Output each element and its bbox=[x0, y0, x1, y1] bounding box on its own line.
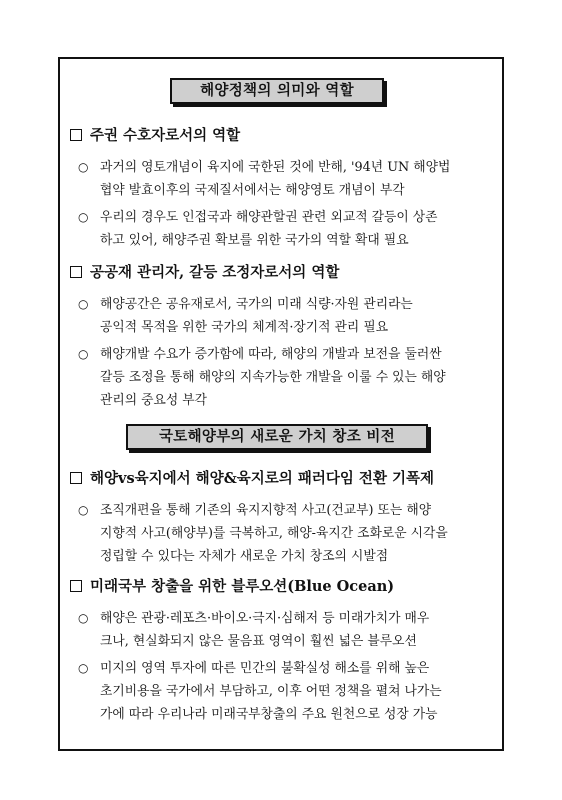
circle-bullet-icon: ○ bbox=[78, 503, 89, 517]
heading-text: 주권 수호자로서의 역할 bbox=[90, 127, 241, 144]
checkbox-square-icon bbox=[70, 129, 82, 141]
circle-bullet-icon: ○ bbox=[78, 160, 89, 174]
item-line: 협약 발효이후의 국제질서에서는 해양영토 개념이 부각 bbox=[100, 183, 405, 198]
circle-bullet-icon: ○ bbox=[78, 347, 89, 361]
checkbox-square-icon bbox=[70, 580, 82, 592]
item-line: 조직개편을 통해 기존의 육지지향적 사고(건교부) 또는 해양 bbox=[100, 503, 432, 518]
circle-bullet-icon: ○ bbox=[78, 210, 89, 224]
item-line: 공익적 목적을 위한 국가의 체계적·장기적 관리 필요 bbox=[100, 320, 389, 335]
item-line: 가에 따라 우리나라 미래국부창출의 주요 원천으로 성장 가능 bbox=[100, 707, 438, 722]
heading-text: 공공재 관리자, 갈등 조정자로서의 역할 bbox=[90, 264, 340, 281]
heading-text: 미래국부 창출을 위한 블루오션(Blue Ocean) bbox=[90, 578, 395, 595]
list-item bbox=[78, 607, 498, 653]
list-item bbox=[78, 499, 498, 568]
list-item bbox=[78, 343, 498, 412]
item-line: 미지의 영역 투자에 따른 민간의 불확실성 해소를 위해 높은 bbox=[100, 661, 430, 676]
circle-bullet-icon: ○ bbox=[78, 297, 89, 311]
circle-bullet-icon: ○ bbox=[78, 611, 89, 625]
item-line: 관리의 중요성 부각 bbox=[100, 393, 208, 408]
heading-sovereignty bbox=[70, 127, 240, 145]
heading-text: 해양vs육지에서 해양&육지로의 패러다임 전환 기폭제 bbox=[90, 470, 435, 487]
heading-blue-ocean bbox=[70, 578, 394, 596]
heading-paradigm-shift bbox=[70, 470, 434, 488]
item-line: 해양공간은 공유재로서, 국가의 미래 식량·자원 관리라는 bbox=[100, 297, 413, 312]
circle-bullet-icon: ○ bbox=[78, 661, 89, 675]
item-line: 지향적 사고(해양부)를 극복하고, 해양-육지간 조화로운 시각을 bbox=[100, 526, 448, 541]
item-line: 갈등 조정을 통해 해양의 지속가능한 개발을 이룰 수 있는 해양 bbox=[100, 370, 446, 385]
checkbox-square-icon bbox=[70, 266, 82, 278]
section-banner-2: 국토해양부의 새로운 가치 창조 비전 bbox=[126, 424, 428, 450]
list-item bbox=[78, 293, 498, 339]
item-line: 하고 있어, 해양주권 확보를 위한 국가의 역할 확대 필요 bbox=[100, 233, 409, 248]
item-line: 해양개발 수요가 증가함에 따라, 해양의 개발과 보전을 둘러싼 bbox=[100, 347, 442, 362]
item-line: 초기비용을 국가에서 부담하고, 이후 어떤 정책을 펼쳐 나가는 bbox=[100, 684, 442, 699]
checkbox-square-icon bbox=[70, 472, 82, 484]
item-line: 정립할 수 있다는 자체가 새로운 가치 창조의 시발점 bbox=[100, 549, 389, 564]
item-line: 과거의 영토개념이 육지에 국한된 것에 반해, '94년 UN 해양법 bbox=[100, 160, 451, 175]
list-item bbox=[78, 156, 498, 202]
item-line: 해양은 관광·레포츠·바이오·극지·심해저 등 미래가치가 매우 bbox=[100, 611, 430, 626]
heading-public-goods bbox=[70, 264, 339, 282]
item-line: 크나, 현실화되지 않은 물음표 영역이 훨씬 넓은 블루오션 bbox=[100, 634, 417, 649]
list-item bbox=[78, 206, 498, 252]
list-item bbox=[78, 657, 498, 726]
section-banner-1: 해양정책의 의미와 역할 bbox=[170, 78, 384, 104]
item-line: 우리의 경우도 인접국과 해양관할권 관련 외교적 갈등이 상존 bbox=[100, 210, 438, 225]
